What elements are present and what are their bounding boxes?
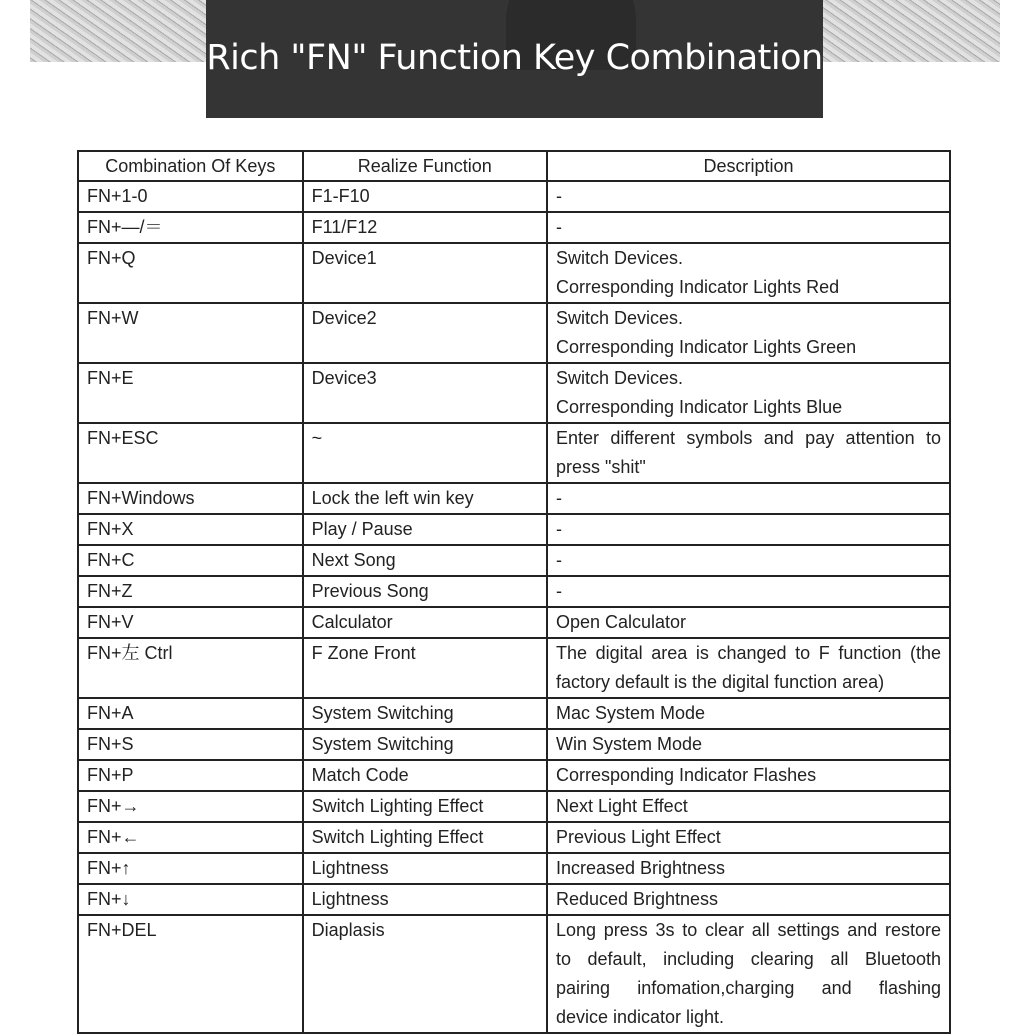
table-row <box>78 363 950 423</box>
realize-function: Diaplasis <box>303 915 547 1033</box>
realize-function: Lightness <box>303 853 547 884</box>
key-combination: FN+1-0 <box>78 181 303 212</box>
description-line: to default, including clearing all Bluetooth <box>555 949 941 969</box>
description-line: Switch Devices. <box>555 308 683 328</box>
key-combination: FN+V <box>78 607 303 638</box>
table-row <box>78 243 950 303</box>
description <box>547 303 950 363</box>
description-line: factory default is the digital function area) <box>555 672 885 692</box>
table-header-row <box>78 151 950 181</box>
table-row <box>78 791 950 822</box>
realize-function: Play / Pause <box>303 514 547 545</box>
key-combination: FN+← <box>78 822 303 853</box>
key-combination: FN+→ <box>78 791 303 822</box>
table-row <box>78 638 950 698</box>
realize-function: Lightness <box>303 884 547 915</box>
table-row <box>78 303 950 363</box>
description-line: Next Light Effect <box>555 796 688 816</box>
header-description: Description <box>547 151 950 181</box>
realize-function: System Switching <box>303 729 547 760</box>
table-row <box>78 884 950 915</box>
table-row <box>78 853 950 884</box>
key-combination: FN+Windows <box>78 483 303 514</box>
description-line: Switch Devices. <box>555 368 683 388</box>
table-row <box>78 181 950 212</box>
description-line: Corresponding Indicator Lights Blue <box>555 397 843 417</box>
description-line: - <box>555 581 562 601</box>
description <box>547 545 950 576</box>
key-combination: FN+Z <box>78 576 303 607</box>
key-combination: FN+Q <box>78 243 303 303</box>
description-line: Reduced Brightness <box>555 889 719 909</box>
description <box>547 423 950 483</box>
table-row <box>78 545 950 576</box>
description-line: Corresponding Indicator Lights Red <box>555 277 840 297</box>
key-combination: FN+ESC <box>78 423 303 483</box>
realize-function: ~ <box>303 423 547 483</box>
description-line: Open Calculator <box>555 612 687 632</box>
key-combination: FN+C <box>78 545 303 576</box>
realize-function: Previous Song <box>303 576 547 607</box>
realize-function: Switch Lighting Effect <box>303 791 547 822</box>
realize-function: System Switching <box>303 698 547 729</box>
key-combination: FN+X <box>78 514 303 545</box>
description <box>547 212 950 243</box>
table-row <box>78 822 950 853</box>
description-line: - <box>555 217 562 237</box>
table-row <box>78 423 950 483</box>
table-row <box>78 483 950 514</box>
description-line: Mac System Mode <box>555 703 705 723</box>
description <box>547 915 950 1033</box>
description-line: - <box>555 488 562 508</box>
description-line: Corresponding Indicator Flashes <box>555 765 817 785</box>
realize-function: Device2 <box>303 303 547 363</box>
description <box>547 638 950 698</box>
realize-function: Calculator <box>303 607 547 638</box>
realize-function: Match Code <box>303 760 547 791</box>
table-row <box>78 514 950 545</box>
header-function: Realize Function <box>303 151 547 181</box>
description-line: Win System Mode <box>555 734 702 754</box>
realize-function: Lock the left win key <box>303 483 547 514</box>
description <box>547 181 950 212</box>
realize-function: F1-F10 <box>303 181 547 212</box>
key-combination: FN+W <box>78 303 303 363</box>
description-line: Corresponding Indicator Lights Green <box>555 337 857 357</box>
description <box>547 729 950 760</box>
description-line: - <box>555 550 562 570</box>
table-row <box>78 698 950 729</box>
key-combination: FN+↓ <box>78 884 303 915</box>
key-combination: FN+S <box>78 729 303 760</box>
table-row <box>78 760 950 791</box>
description <box>547 514 950 545</box>
key-combination: FN+↑ <box>78 853 303 884</box>
realize-function: Device3 <box>303 363 547 423</box>
description-line: Switch Devices. <box>555 248 683 268</box>
table-row <box>78 212 950 243</box>
realize-function: F Zone Front <box>303 638 547 698</box>
description <box>547 822 950 853</box>
key-combination: FN+DEL <box>78 915 303 1033</box>
description-line: device indicator light. <box>555 1007 725 1027</box>
description <box>547 576 950 607</box>
description-line: press "shit" <box>555 457 646 477</box>
key-combination: FN+E <box>78 363 303 423</box>
description-line: - <box>555 519 562 539</box>
description <box>547 884 950 915</box>
description <box>547 243 950 303</box>
key-combination: FN+P <box>78 760 303 791</box>
key-combination: FN+左 Ctrl <box>78 638 303 698</box>
table-row <box>78 729 950 760</box>
table-row <box>78 607 950 638</box>
description-line: Previous Light Effect <box>555 827 721 847</box>
table-row <box>78 915 950 1033</box>
header-keys: Combination Of Keys <box>78 151 303 181</box>
page-title: Rich "FN" Function Key Combination <box>206 38 823 78</box>
realize-function: F11/F12 <box>303 212 547 243</box>
description-line: The digital area is changed to F function (the <box>555 643 941 663</box>
realize-function: Next Song <box>303 545 547 576</box>
description <box>547 853 950 884</box>
description <box>547 483 950 514</box>
description-line: Long press 3s to clear all settings and restore <box>555 920 941 940</box>
table-row <box>78 576 950 607</box>
description <box>547 760 950 791</box>
description-line: Enter different symbols and pay attention to <box>555 428 941 448</box>
description <box>547 791 950 822</box>
realize-function: Device1 <box>303 243 547 303</box>
key-combination: FN+—/＝ <box>78 212 303 243</box>
description-line: - <box>555 186 562 206</box>
realize-function: Switch Lighting Effect <box>303 822 547 853</box>
description-line: pairing infomation,charging and flashing <box>555 978 941 998</box>
description <box>547 363 950 423</box>
description <box>547 607 950 638</box>
key-combination: FN+A <box>78 698 303 729</box>
description <box>547 698 950 729</box>
description-line: Increased Brightness <box>555 858 726 878</box>
fn-key-table <box>77 150 951 1034</box>
